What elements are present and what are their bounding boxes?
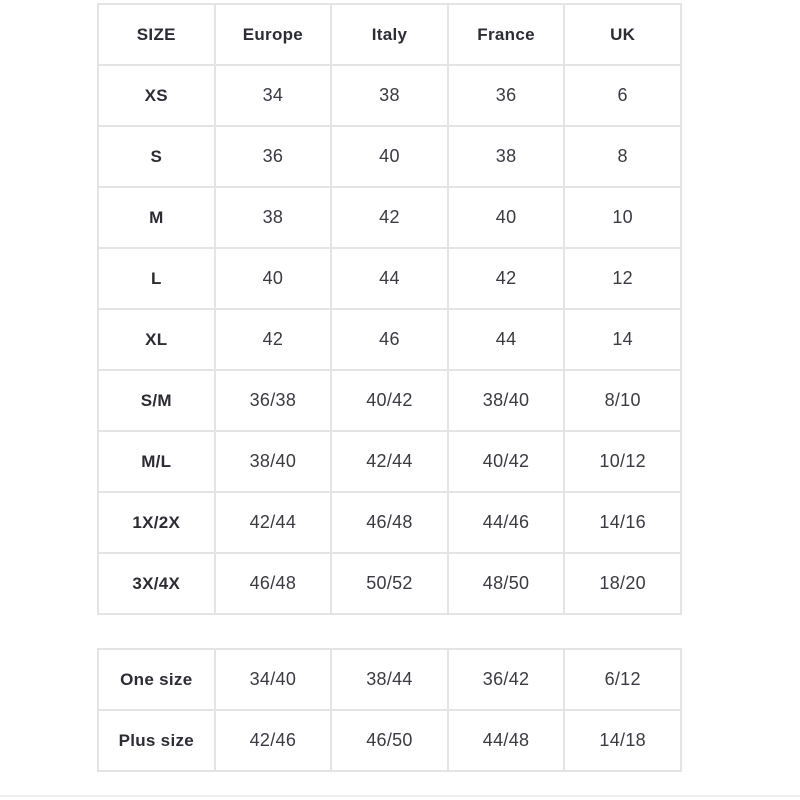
size-row-label: XS xyxy=(98,65,215,126)
size-value-cell: 44 xyxy=(331,248,448,309)
table-row xyxy=(98,65,681,126)
size-value-cell: 10/12 xyxy=(564,431,681,492)
page-bottom-divider xyxy=(0,795,800,797)
size-row-label: M xyxy=(98,187,215,248)
table-row xyxy=(98,492,681,553)
size-value-cell: 6 xyxy=(564,65,681,126)
table-row xyxy=(98,710,681,771)
column-header-uk: UK xyxy=(564,4,681,65)
size-value-cell: 14 xyxy=(564,309,681,370)
size-value-cell: 18/20 xyxy=(564,553,681,614)
size-value-cell: 6/12 xyxy=(564,649,681,710)
size-value-cell: 38/40 xyxy=(448,370,565,431)
size-value-cell: 38 xyxy=(448,126,565,187)
size-value-cell: 36/38 xyxy=(215,370,332,431)
table-row xyxy=(98,126,681,187)
size-row-label: M/L xyxy=(98,431,215,492)
size-value-cell: 36/42 xyxy=(448,649,565,710)
size-value-cell: 36 xyxy=(215,126,332,187)
size-value-cell: 38 xyxy=(215,187,332,248)
size-value-cell: 46 xyxy=(331,309,448,370)
size-value-cell: 38/44 xyxy=(331,649,448,710)
size-row-label: XL xyxy=(98,309,215,370)
size-value-cell: 42/46 xyxy=(215,710,332,771)
size-value-cell: 44 xyxy=(448,309,565,370)
size-value-cell: 10 xyxy=(564,187,681,248)
size-value-cell: 12 xyxy=(564,248,681,309)
size-value-cell: 38 xyxy=(331,65,448,126)
size-value-cell: 34 xyxy=(215,65,332,126)
size-row-label: Plus size xyxy=(98,710,215,771)
size-value-cell: 50/52 xyxy=(331,553,448,614)
column-header-italy: Italy xyxy=(331,4,448,65)
size-value-cell: 8/10 xyxy=(564,370,681,431)
size-value-cell: 46/50 xyxy=(331,710,448,771)
size-row-label: S/M xyxy=(98,370,215,431)
column-header-france: France xyxy=(448,4,565,65)
table-row xyxy=(98,431,681,492)
size-value-cell: 42/44 xyxy=(215,492,332,553)
special-size-table-body xyxy=(98,649,681,771)
size-value-cell: 40 xyxy=(215,248,332,309)
size-value-cell: 40/42 xyxy=(331,370,448,431)
column-header-europe: Europe xyxy=(215,4,332,65)
size-value-cell: 44/46 xyxy=(448,492,565,553)
size-value-cell: 46/48 xyxy=(331,492,448,553)
table-row xyxy=(98,553,681,614)
size-value-cell: 8 xyxy=(564,126,681,187)
table-row xyxy=(98,187,681,248)
size-value-cell: 44/48 xyxy=(448,710,565,771)
main-size-table-header xyxy=(98,4,681,65)
size-value-cell: 14/18 xyxy=(564,710,681,771)
size-value-cell: 42 xyxy=(448,248,565,309)
size-row-label: 3X/4X xyxy=(98,553,215,614)
table-row xyxy=(98,248,681,309)
size-value-cell: 42/44 xyxy=(331,431,448,492)
main-size-table-body xyxy=(98,65,681,614)
special-size-table xyxy=(97,648,682,772)
size-value-cell: 14/16 xyxy=(564,492,681,553)
table-row xyxy=(98,370,681,431)
size-value-cell: 48/50 xyxy=(448,553,565,614)
table-row xyxy=(98,309,681,370)
size-row-label: L xyxy=(98,248,215,309)
size-value-cell: 42 xyxy=(215,309,332,370)
size-value-cell: 40 xyxy=(331,126,448,187)
size-value-cell: 42 xyxy=(331,187,448,248)
size-row-label: One size xyxy=(98,649,215,710)
main-size-table xyxy=(97,3,682,615)
size-value-cell: 34/40 xyxy=(215,649,332,710)
header-row xyxy=(98,4,681,65)
size-row-label: 1X/2X xyxy=(98,492,215,553)
size-value-cell: 40/42 xyxy=(448,431,565,492)
size-value-cell: 36 xyxy=(448,65,565,126)
column-header-size: SIZE xyxy=(98,4,215,65)
table-row xyxy=(98,649,681,710)
size-value-cell: 40 xyxy=(448,187,565,248)
size-value-cell: 38/40 xyxy=(215,431,332,492)
size-value-cell: 46/48 xyxy=(215,553,332,614)
size-row-label: S xyxy=(98,126,215,187)
